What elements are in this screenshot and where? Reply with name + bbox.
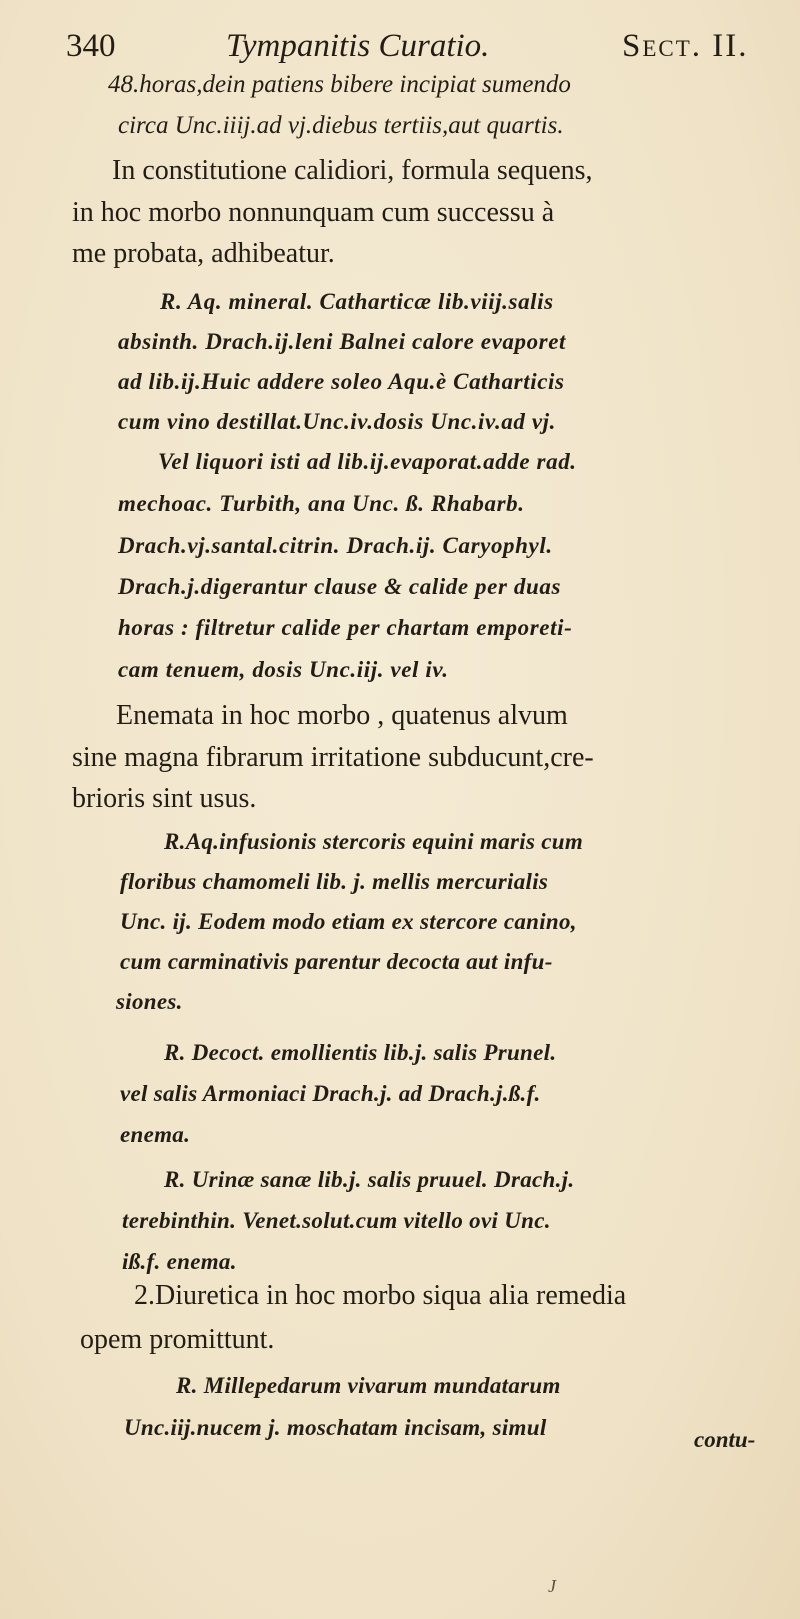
running-header (0, 22, 800, 70)
text-line: sine magna fibrarum irritatione subducunt,cre- (72, 742, 594, 773)
recipe-line: cam tenuem, dosis Unc.iij. vel iv. (118, 657, 449, 682)
recipe-line: Unc.iij.nucem j. moschatam incisam, simul (124, 1415, 547, 1440)
recipe-line: Drach.vj.santal.citrin. Drach.ij. Caryophyl. (118, 533, 553, 558)
text-line: Enemata in hoc morbo , quatenus alvum (116, 700, 568, 731)
text-line: me probata, adhibeatur. (72, 238, 335, 269)
recipe-line: R.Aq.infusionis stercoris equini maris cum (164, 829, 584, 854)
section-label: Sect. II. (622, 28, 749, 64)
recipe-line: Unc. ij. Eodem modo etiam ex stercore canino, (120, 909, 577, 934)
recipe-line: iß.f. enema. (122, 1249, 237, 1274)
recipe-line: cum carminativis parentur decocta aut infu- (120, 949, 553, 974)
recipe-line: siones. (116, 989, 183, 1014)
recipe-line: R. Decoct. emollientis lib.j. salis Prunel. (164, 1040, 557, 1065)
text-line: in hoc morbo nonnunquam cum successu à (72, 197, 555, 228)
running-title: Tympanitis Curatio. (226, 28, 490, 64)
catchword: contu- (694, 1427, 756, 1452)
recipe-line: ad lib.ij.Huic addere soleo Aqu.è Catharticis (118, 369, 565, 394)
recipe-line: R. Aq. mineral. Catharticæ lib.viij.salis (160, 289, 554, 314)
signature-mark: J (548, 1576, 556, 1596)
text-line: brioris sint usus. (72, 783, 257, 814)
recipe-line: Vel liquori isti ad lib.ij.evaporat.adde rad. (158, 449, 577, 474)
recipe-line: cum vino destillat.Unc.iv.dosis Unc.iv.ad vj. (118, 409, 556, 434)
recipe-line: R. Urinæ sanæ lib.j. salis pruuel. Drach.j. (164, 1167, 575, 1192)
recipe-line: enema. (120, 1122, 191, 1147)
text-line: circa Unc.iiij.ad vj.diebus tertiis,aut quartis. (118, 112, 564, 139)
text-line: 48.horas,dein patiens bibere incipiat sumendo (108, 71, 571, 98)
recipe-line: R. Millepedarum vivarum mundatarum (176, 1373, 561, 1398)
recipe-line: mechoac. Turbith, ana Unc. ß. Rhabarb. (118, 491, 525, 516)
recipe-line: floribus chamomeli lib. j. mellis mercurialis (120, 869, 549, 894)
text-line: 2.Diuretica in hoc morbo siqua alia remedia (134, 1280, 627, 1311)
recipe-line: vel salis Armoniaci Drach.j. ad Drach.j.ß.f. (120, 1081, 541, 1106)
recipe-line: Drach.j.digerantur clause & calide per duas (118, 574, 562, 599)
page-number: 340 (66, 28, 116, 64)
text-line: opem promittunt. (80, 1324, 275, 1355)
recipe-line: horas : filtretur calide per chartam emporeti- (118, 615, 573, 640)
recipe-line: absinth. Drach.ij.leni Balnei calore evaporet (118, 329, 567, 354)
text-line: In constitutione calidiori, formula sequens, (112, 155, 593, 186)
recipe-line: terebinthin. Venet.solut.cum vitello ovi Unc. (122, 1208, 551, 1233)
